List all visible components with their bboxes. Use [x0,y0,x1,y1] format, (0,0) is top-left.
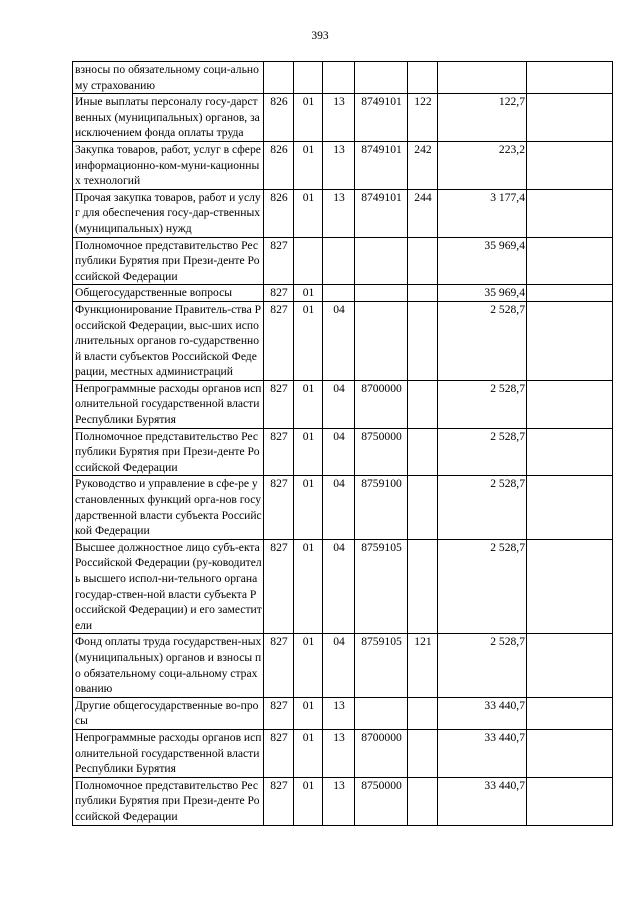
row-section-cell: 01 [294,476,323,539]
row-extra-cell [527,189,613,237]
row-expense-type-cell [408,285,438,302]
row-target-article-cell: 8749101 [355,189,408,237]
row-target-article-cell: 8759100 [355,476,408,539]
row-extra-cell [527,729,613,777]
row-section-cell: 01 [294,380,323,428]
row-section-cell: 01 [294,285,323,302]
row-extra-cell [527,62,613,94]
row-amount-cell: 223,2 [438,141,527,189]
row-expense-type-cell [408,237,438,285]
row-gr-code-cell: 827 [264,697,294,729]
row-subsection-cell: 04 [323,476,355,539]
row-extra-cell [527,285,613,302]
row-section-cell: 01 [294,697,323,729]
row-name-cell: Иные выплаты персоналу госу-дарственных (муниципальных) органов, за исключением фонда оплаты труда [73,94,264,142]
row-name-cell: Непрограммные расходы органов исполнительной государственной власти Республики Бурятия [73,380,264,428]
row-name-cell: Полномочное представительство Республики Бурятия при Прези-денте Российской Федерации [73,237,264,285]
row-subsection-cell [323,62,355,94]
row-extra-cell [527,777,613,825]
row-subsection-cell: 04 [323,380,355,428]
row-extra-cell [527,539,613,634]
row-gr-code-cell: 827 [264,428,294,476]
row-extra-cell [527,380,613,428]
row-amount-cell: 33 440,7 [438,697,527,729]
row-extra-cell [527,141,613,189]
row-target-article-cell: 8759105 [355,539,408,634]
table-row [73,62,613,94]
budget-table [72,61,613,826]
row-section-cell: 01 [294,428,323,476]
row-subsection-cell: 04 [323,539,355,634]
table-row [73,476,613,539]
row-amount-cell [438,62,527,94]
row-section-cell [294,237,323,285]
row-target-article-cell: 8750000 [355,428,408,476]
row-extra-cell [527,476,613,539]
row-target-article-cell: 8700000 [355,729,408,777]
row-expense-type-cell [408,380,438,428]
row-gr-code-cell: 826 [264,141,294,189]
row-gr-code-cell: 827 [264,634,294,697]
row-name-cell: Фонд оплаты труда государствен-ных (муниципальных) органов и взносы по обязательному соци-альному страхованию [73,634,264,697]
row-amount-cell: 122,7 [438,94,527,142]
row-amount-cell: 2 528,7 [438,476,527,539]
row-subsection-cell: 13 [323,189,355,237]
row-amount-cell: 3 177,4 [438,189,527,237]
row-section-cell: 01 [294,189,323,237]
row-extra-cell [527,634,613,697]
row-expense-type-cell [408,301,438,380]
table-row [73,141,613,189]
row-expense-type-cell [408,62,438,94]
row-subsection-cell: 04 [323,634,355,697]
row-name-cell: Прочая закупка товаров, работ и услуг для обеспечения госу-дар-ственных (муниципальных) нужд [73,189,264,237]
row-gr-code-cell: 827 [264,285,294,302]
row-gr-code-cell: 827 [264,729,294,777]
row-amount-cell: 2 528,7 [438,634,527,697]
row-extra-cell [527,94,613,142]
row-extra-cell [527,301,613,380]
row-gr-code-cell: 827 [264,777,294,825]
row-subsection-cell: 04 [323,428,355,476]
table-row [73,729,613,777]
row-amount-cell: 2 528,7 [438,301,527,380]
row-section-cell: 01 [294,777,323,825]
row-target-article-cell: 8700000 [355,380,408,428]
row-subsection-cell: 13 [323,94,355,142]
row-expense-type-cell [408,729,438,777]
row-gr-code-cell: 827 [264,476,294,539]
row-subsection-cell: 13 [323,777,355,825]
row-expense-type-cell [408,777,438,825]
row-expense-type-cell [408,539,438,634]
table-row [73,428,613,476]
row-name-cell: Полномочное представительство Республики Бурятия при Прези-денте Российской Федерации [73,777,264,825]
row-section-cell: 01 [294,301,323,380]
row-gr-code-cell: 827 [264,380,294,428]
row-gr-code-cell [264,62,294,94]
row-target-article-cell: 8759105 [355,634,408,697]
row-expense-type-cell: 242 [408,141,438,189]
row-target-article-cell: 8749101 [355,94,408,142]
row-subsection-cell: 13 [323,729,355,777]
row-target-article-cell: 8750000 [355,777,408,825]
row-section-cell: 01 [294,94,323,142]
table-row [73,697,613,729]
row-expense-type-cell [408,428,438,476]
row-name-cell: Другие общегосударственные во-просы [73,697,264,729]
row-gr-code-cell: 826 [264,94,294,142]
row-name-cell: Высшее должностное лицо субъ-екта Российской Федерации (ру-ководитель высшего испол-ни-тельного органа государ-ствен-ной власти субъекта Российской Федерации) и его заместители [73,539,264,634]
row-gr-code-cell: 827 [264,539,294,634]
table-row [73,777,613,825]
row-target-article-cell [355,301,408,380]
row-expense-type-cell: 244 [408,189,438,237]
table-row [73,189,613,237]
page-number: 393 [311,30,329,42]
row-section-cell [294,62,323,94]
row-name-cell: Непрограммные расходы органов исполнительной государственной власти Республики Бурятия [73,729,264,777]
row-gr-code-cell: 827 [264,237,294,285]
row-expense-type-cell: 121 [408,634,438,697]
row-target-article-cell [355,62,408,94]
row-amount-cell: 35 969,4 [438,237,527,285]
row-extra-cell [527,237,613,285]
row-amount-cell: 35 969,4 [438,285,527,302]
row-section-cell: 01 [294,141,323,189]
row-amount-cell: 33 440,7 [438,777,527,825]
row-name-cell: Общегосударственные вопросы [73,285,264,302]
table-row [73,380,613,428]
table-row [73,237,613,285]
row-extra-cell [527,428,613,476]
row-expense-type-cell: 122 [408,94,438,142]
table-row [73,634,613,697]
row-subsection-cell: 13 [323,141,355,189]
table-row [73,301,613,380]
row-amount-cell: 33 440,7 [438,729,527,777]
row-extra-cell [527,697,613,729]
row-target-article-cell [355,237,408,285]
table-row [73,94,613,142]
row-amount-cell: 2 528,7 [438,380,527,428]
row-section-cell: 01 [294,539,323,634]
table-row [73,539,613,634]
row-expense-type-cell [408,697,438,729]
row-name-cell: взносы по обязательному соци-альному страхованию [73,62,264,94]
row-expense-type-cell [408,476,438,539]
row-target-article-cell [355,285,408,302]
row-section-cell: 01 [294,634,323,697]
row-subsection-cell: 04 [323,301,355,380]
row-amount-cell: 2 528,7 [438,428,527,476]
row-name-cell: Функционирование Правитель-ства Российской Федерации, выс-ших исполнительных органов го-сударственной власти субъектов Российской Федерации, местных администраций [73,301,264,380]
row-target-article-cell [355,697,408,729]
row-subsection-cell [323,237,355,285]
row-name-cell: Полномочное представительство Республики Бурятия при Прези-денте Российской Федерации [73,428,264,476]
table-row [73,285,613,302]
row-gr-code-cell: 827 [264,301,294,380]
row-name-cell: Руководство и управление в сфе-ре установленных функций орга-нов государственной власти субъекта Российской Федерации [73,476,264,539]
row-amount-cell: 2 528,7 [438,539,527,634]
table-body [73,62,613,826]
row-subsection-cell: 13 [323,697,355,729]
row-gr-code-cell: 826 [264,189,294,237]
row-name-cell: Закупка товаров, работ, услуг в сфере информационно-ком-муни-кационных технологий [73,141,264,189]
row-target-article-cell: 8749101 [355,141,408,189]
row-section-cell: 01 [294,729,323,777]
row-subsection-cell [323,285,355,302]
